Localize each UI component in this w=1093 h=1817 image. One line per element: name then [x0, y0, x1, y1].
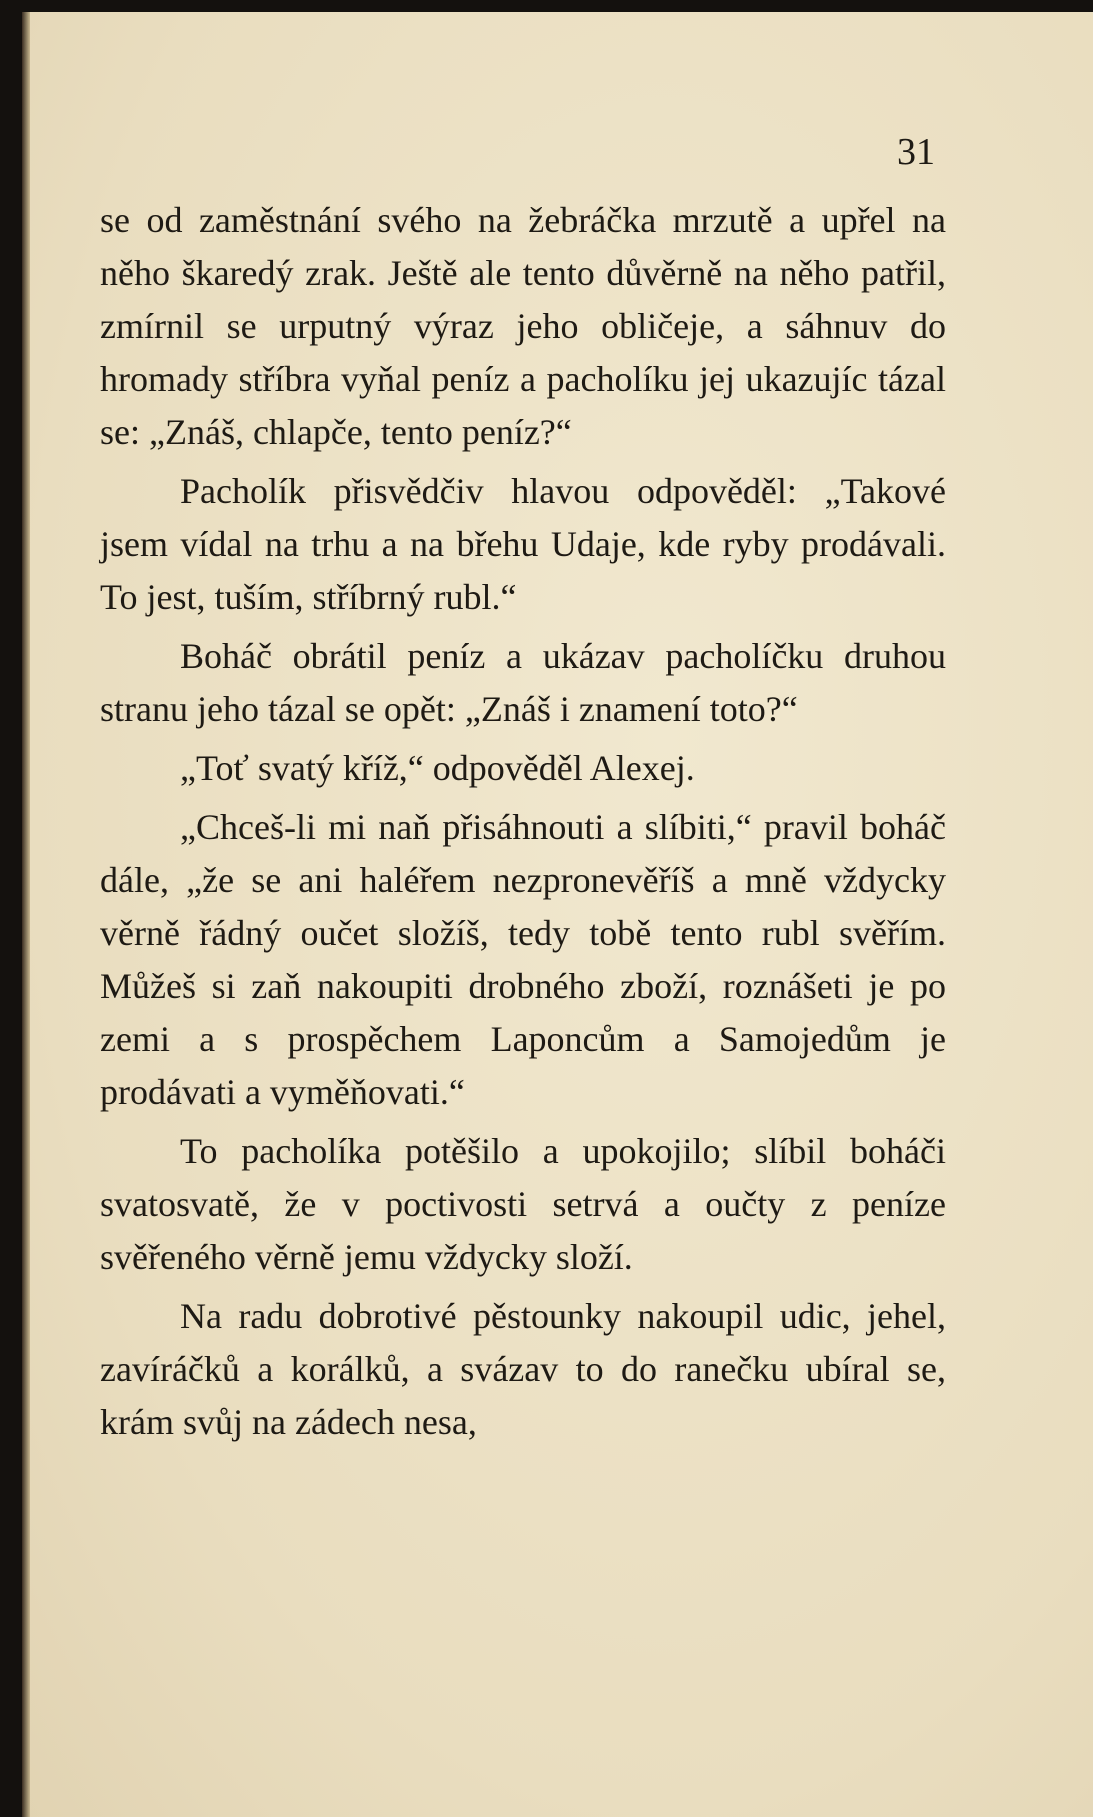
paragraph-6: To pacholíka potěšilo a upokojilo; slíbil boháči svatosvatě, že v poctivosti setrvá a oučty z peníze svěřeného věrně jemu vždycky složí.: [100, 1131, 946, 1277]
paragraph-4: „Toť svatý kříž,“ odpověděl Alexej.: [180, 748, 695, 788]
paragraph-5: „Chceš-li mi naň přisáhnouti a slíbiti,“ pravil boháč dále, „že se ani haléřem nezpronevěříš a mně vždycky věrně řádný oučet složíš, tedy tobě tento rubl svěřím. Můžeš si zaň nakoupiti drobného zboží, roznášeti je po zemi a s prospěchem Laponcům a Samojedům je prodávati a vyměňovati.“: [100, 807, 946, 1112]
book-page: [22, 12, 1093, 1817]
paragraph-1: se od zaměstnání svého na žebráčka mrzutě a upřel na něho škaredý zrak. Ještě ale tento důvěrně na něho patřil, zmírnil se urputný výraz jeho obličeje, a sáhnuv do hromady stříbra vyňal peníz a pacholíku jej ukazujíc tázal se: „Znáš, chlapče, tento peníz?“: [100, 200, 946, 452]
page-number: 31: [897, 131, 935, 173]
paragraph-2: Pacholík přisvědčiv hlavou odpověděl: „Takové jsem vídal na trhu a na břehu Udaje, kde ryby prodávali. To jest, tuším, stříbrný rubl.“: [100, 471, 946, 617]
body-text: [100, 194, 946, 1455]
paragraph-3: Boháč obrátil peníz a ukázav pacholíčku druhou stranu jeho tázal se opět: „Znáš i znamení toto?“: [100, 636, 946, 729]
page-spine-edge: [22, 12, 30, 1817]
paragraph-7: Na radu dobrotivé pěstounky nakoupil udic, jehel, zavíráčků a korálků, a svázav to do ranečku ubíral se, krám svůj na zádech nesa,: [100, 1296, 946, 1442]
